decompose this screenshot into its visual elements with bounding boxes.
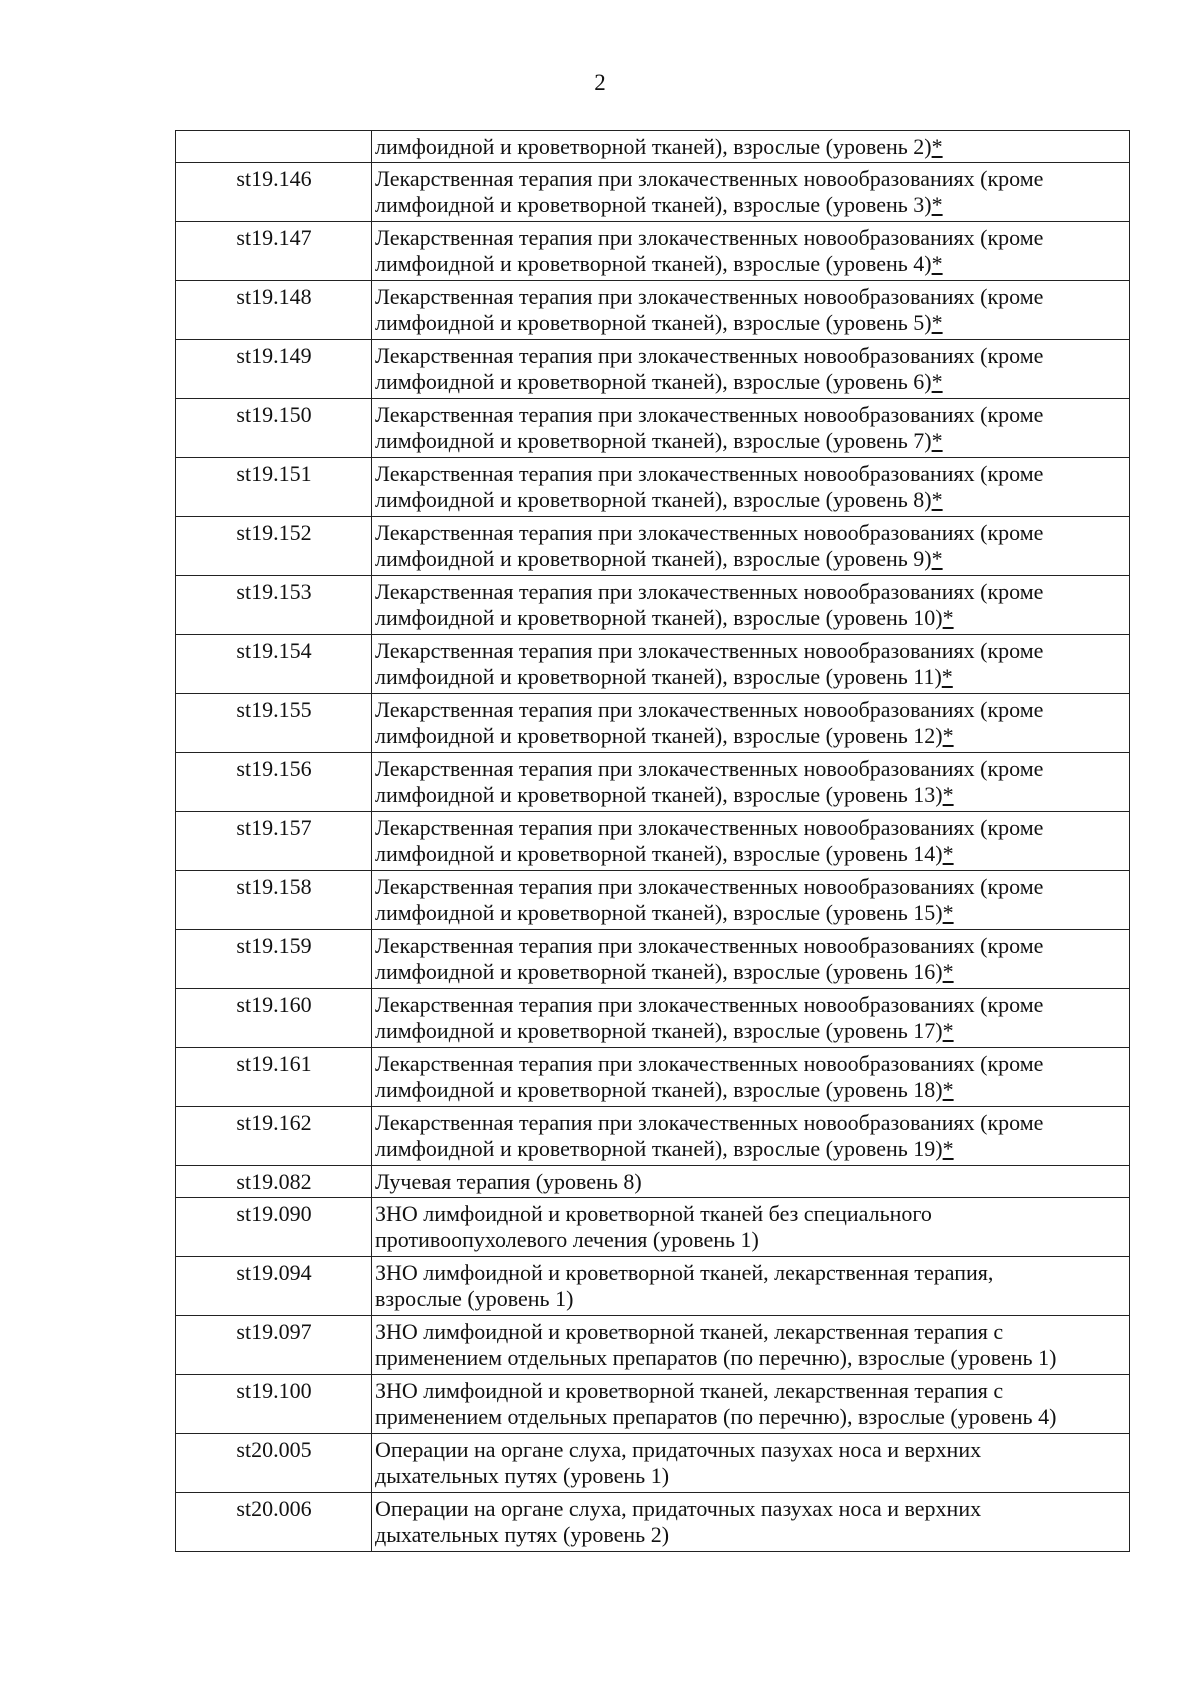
code-cell: st19.150 [176, 399, 372, 458]
description-line: Лекарственная терапия при злокачественных новообразованиях (кроме [375, 520, 1044, 545]
description-cell [372, 1107, 1130, 1166]
description-cell [372, 163, 1130, 222]
description-text: лимфоидной и кроветворной тканей), взрослые (уровень 4) [375, 251, 932, 276]
description-line: ЗНО лимфоидной и кроветворной тканей, лекарственная терапия с [375, 1319, 1004, 1344]
footnote-mark: * [942, 1077, 954, 1102]
table-row [176, 1493, 1130, 1552]
table-row [176, 281, 1130, 340]
description-text: лимфоидной и кроветворной тканей), взрослые (уровень 6) [375, 369, 932, 394]
description-cell [372, 1198, 1130, 1257]
code-cell: st19.159 [176, 930, 372, 989]
description-cell [372, 1375, 1130, 1434]
table-row [176, 1434, 1130, 1493]
table-row [176, 694, 1130, 753]
table-body [176, 131, 1130, 1552]
description-line: ЗНО лимфоидной и кроветворной тканей без специального [375, 1201, 932, 1226]
description-line: Лекарственная терапия при злокачественных новообразованиях (кроме [375, 461, 1044, 486]
code-cell: st19.155 [176, 694, 372, 753]
footnote-mark: * [942, 1018, 954, 1043]
code-cell: st19.148 [176, 281, 372, 340]
description-cell [372, 871, 1130, 930]
table-row [176, 163, 1130, 222]
table-row [176, 753, 1130, 812]
description-cell [372, 989, 1130, 1048]
footnote-mark: * [942, 723, 954, 748]
footnote-mark: * [931, 546, 943, 571]
description-line [375, 900, 1127, 926]
description-cell [372, 812, 1130, 871]
code-cell: st19.158 [176, 871, 372, 930]
description-line [375, 1077, 1127, 1103]
description-text: лимфоидной и кроветворной тканей), взрослые (уровень 18) [375, 1077, 943, 1102]
description-text: лимфоидной и кроветворной тканей), взрослые (уровень 3) [375, 192, 932, 217]
description-text: лимфоидной и кроветворной тканей), взрослые (уровень 9) [375, 546, 932, 571]
description-text: применением отдельных препаратов (по перечню), взрослые (уровень 1) [375, 1345, 1057, 1370]
code-cell: st20.006 [176, 1493, 372, 1552]
tariff-codes-table [175, 130, 1130, 1552]
description-line: Лучевая терапия (уровень 8) [375, 1169, 642, 1194]
description-text: лимфоидной и кроветворной тканей), взрослые (уровень 17) [375, 1018, 943, 1043]
table-row [176, 222, 1130, 281]
table-row [176, 131, 1130, 163]
description-line [375, 546, 1127, 572]
description-line: Лекарственная терапия при злокачественных новообразованиях (кроме [375, 1110, 1044, 1135]
footnote-mark: * [931, 251, 943, 276]
table-row [176, 1166, 1130, 1198]
code-cell: st19.097 [176, 1316, 372, 1375]
description-line: Лекарственная терапия при злокачественных новообразованиях (кроме [375, 992, 1044, 1017]
description-line [375, 192, 1127, 218]
description-line [375, 841, 1127, 867]
description-text: лимфоидной и кроветворной тканей), взрослые (уровень 19) [375, 1136, 943, 1161]
description-line [375, 251, 1127, 277]
code-cell: st19.090 [176, 1198, 372, 1257]
code-cell: st19.160 [176, 989, 372, 1048]
code-cell: st19.094 [176, 1257, 372, 1316]
table-row [176, 1107, 1130, 1166]
description-line: Операции на органе слуха, придаточных пазухах носа и верхних [375, 1437, 982, 1462]
description-cell [372, 930, 1130, 989]
description-line [375, 1404, 1127, 1430]
description-line: Лекарственная терапия при злокачественных новообразованиях (кроме [375, 815, 1044, 840]
description-cell [372, 1493, 1130, 1552]
code-cell [176, 131, 372, 163]
description-line [375, 664, 1127, 690]
description-line [375, 1463, 1127, 1489]
description-cell [372, 131, 1130, 163]
description-text: лимфоидной и кроветворной тканей), взрослые (уровень 16) [375, 959, 943, 984]
table-row [176, 1257, 1130, 1316]
code-cell: st19.151 [176, 458, 372, 517]
code-cell: st20.005 [176, 1434, 372, 1493]
footnote-mark: * [942, 1136, 954, 1161]
footnote-mark: * [931, 428, 943, 453]
description-line: Лекарственная терапия при злокачественных новообразованиях (кроме [375, 343, 1044, 368]
description-line [375, 310, 1127, 336]
description-cell [372, 399, 1130, 458]
footnote-mark: * [942, 900, 954, 925]
table-row [176, 989, 1130, 1048]
description-cell [372, 576, 1130, 635]
description-line [375, 1227, 1127, 1253]
description-text: лимфоидной и кроветворной тканей), взрослые (уровень 7) [375, 428, 932, 453]
code-cell: st19.152 [176, 517, 372, 576]
table-row [176, 576, 1130, 635]
footnote-mark: * [942, 959, 954, 984]
table-row [176, 1316, 1130, 1375]
description-line: Лекарственная терапия при злокачественных новообразованиях (кроме [375, 225, 1044, 250]
table-row [176, 871, 1130, 930]
description-line [375, 1522, 1127, 1548]
description-cell [372, 517, 1130, 576]
description-line [375, 723, 1127, 749]
description-text: дыхательных путях (уровень 1) [375, 1463, 670, 1488]
description-text: применением отдельных препаратов (по перечню), взрослые (уровень 4) [375, 1404, 1057, 1429]
description-text: лимфоидной и кроветворной тканей), взрослые (уровень 5) [375, 310, 932, 335]
description-line: Лекарственная терапия при злокачественных новообразованиях (кроме [375, 402, 1044, 427]
description-cell [372, 340, 1130, 399]
description-line [375, 1286, 1127, 1312]
description-line [375, 1345, 1127, 1371]
footnote-mark: * [931, 487, 943, 512]
description-line [375, 782, 1127, 808]
code-cell: st19.149 [176, 340, 372, 399]
description-line [375, 959, 1127, 985]
description-cell [372, 1166, 1130, 1198]
footnote-mark: * [931, 192, 943, 217]
description-line [375, 369, 1127, 395]
description-line: Лекарственная терапия при злокачественных новообразованиях (кроме [375, 638, 1044, 663]
description-text: лимфоидной и кроветворной тканей), взрослые (уровень 8) [375, 487, 932, 512]
description-line [375, 428, 1127, 454]
description-line: Лекарственная терапия при злокачественных новообразованиях (кроме [375, 1051, 1044, 1076]
code-cell: st19.154 [176, 635, 372, 694]
table-row [176, 1198, 1130, 1257]
footnote-mark: * [931, 134, 943, 159]
description-line: Лекарственная терапия при злокачественных новообразованиях (кроме [375, 756, 1044, 781]
footnote-mark: * [941, 664, 953, 689]
table-row [176, 635, 1130, 694]
code-cell: st19.082 [176, 1166, 372, 1198]
code-cell: st19.156 [176, 753, 372, 812]
description-line: Лекарственная терапия при злокачественных новообразованиях (кроме [375, 284, 1044, 309]
description-text: лимфоидной и кроветворной тканей), взрослые (уровень 15) [375, 900, 943, 925]
footnote-mark: * [931, 369, 943, 394]
description-line [375, 605, 1127, 631]
description-line: ЗНО лимфоидной и кроветворной тканей, лекарственная терапия, [375, 1260, 994, 1285]
description-line: Лекарственная терапия при злокачественных новообразованиях (кроме [375, 166, 1044, 191]
table-row [176, 458, 1130, 517]
table-row [176, 1048, 1130, 1107]
description-cell [372, 1316, 1130, 1375]
table-row [176, 1375, 1130, 1434]
footnote-mark: * [931, 310, 943, 335]
code-cell: st19.161 [176, 1048, 372, 1107]
code-cell: st19.157 [176, 812, 372, 871]
description-line: Лекарственная терапия при злокачественных новообразованиях (кроме [375, 874, 1044, 899]
description-cell [372, 753, 1130, 812]
description-line: Лекарственная терапия при злокачественных новообразованиях (кроме [375, 579, 1044, 604]
code-cell: st19.146 [176, 163, 372, 222]
code-cell: st19.100 [176, 1375, 372, 1434]
description-cell [372, 694, 1130, 753]
description-text: лимфоидной и кроветворной тканей), взрослые (уровень 2) [375, 134, 932, 159]
code-cell: st19.162 [176, 1107, 372, 1166]
description-cell [372, 281, 1130, 340]
description-text: лимфоидной и кроветворной тканей), взрослые (уровень 12) [375, 723, 943, 748]
description-text: взрослые (уровень 1) [375, 1286, 574, 1311]
table-row [176, 399, 1130, 458]
table-row [176, 517, 1130, 576]
code-cell: st19.153 [176, 576, 372, 635]
description-line: Операции на органе слуха, придаточных пазухах носа и верхних [375, 1496, 982, 1521]
code-cell: st19.147 [176, 222, 372, 281]
footnote-mark: * [942, 841, 954, 866]
description-cell [372, 458, 1130, 517]
description-line: ЗНО лимфоидной и кроветворной тканей, лекарственная терапия с [375, 1378, 1004, 1403]
description-cell [372, 635, 1130, 694]
description-text: лимфоидной и кроветворной тканей), взрослые (уровень 13) [375, 782, 943, 807]
description-line [375, 1018, 1127, 1044]
description-cell [372, 1048, 1130, 1107]
description-cell [372, 222, 1130, 281]
description-text: лимфоидной и кроветворной тканей), взрослые (уровень 10) [375, 605, 943, 630]
footnote-mark: * [942, 782, 954, 807]
description-text: лимфоидной и кроветворной тканей), взрослые (уровень 14) [375, 841, 943, 866]
table-row [176, 930, 1130, 989]
table-row [176, 812, 1130, 871]
description-line: Лекарственная терапия при злокачественных новообразованиях (кроме [375, 697, 1044, 722]
description-cell [372, 1434, 1130, 1493]
description-text: дыхательных путях (уровень 2) [375, 1522, 670, 1547]
description-line [375, 487, 1127, 513]
description-text: противоопухолевого лечения (уровень 1) [375, 1227, 759, 1252]
footnote-mark: * [942, 605, 954, 630]
description-cell [372, 1257, 1130, 1316]
table-row [176, 340, 1130, 399]
description-line [375, 1136, 1127, 1162]
description-text: лимфоидной и кроветворной тканей), взрослые (уровень 11) [375, 664, 942, 689]
description-line: Лекарственная терапия при злокачественных новообразованиях (кроме [375, 933, 1044, 958]
page-number: 2 [594, 70, 606, 95]
